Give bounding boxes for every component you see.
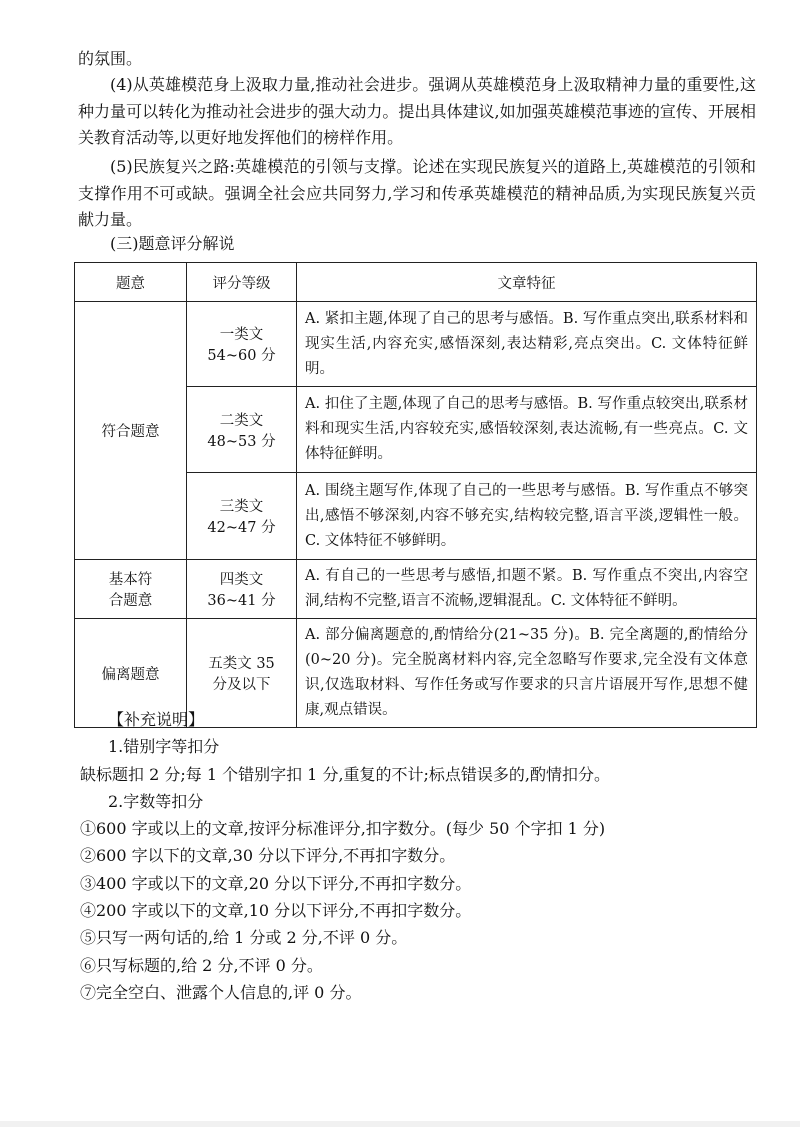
grade-name: 三类文 [219, 499, 264, 515]
grade-name: 二类文 [219, 412, 264, 429]
features-cell: A. 围绕主题写作,体现了自己的一些思考与感悟。B. 写作重点不够突出,感悟不够深刻,内容不够充实,结构较完整,语言平淡,逻辑性一般。C. 文体特征不够鲜明。 [297, 473, 757, 560]
list-item: ⑦完全空白、泄露个人信息的,评 0 分。 [80, 982, 362, 1002]
grade-name: 五类文 35 [208, 656, 275, 672]
table-header-row [75, 263, 757, 302]
group-off-topic: 偏离题意 [75, 619, 187, 728]
supplement-title: 【补充说明】 [108, 710, 205, 729]
list-item: ②600 字以下的文章,30 分以下评分,不再扣字数分。 [80, 846, 456, 866]
scoring-rubric-table [74, 262, 757, 728]
grade-cell [187, 302, 297, 387]
group-label-line: 合题意 [108, 593, 153, 609]
list-item: ⑥只写标题的,给 2 分,不评 0 分。 [80, 955, 323, 975]
features-cell: A. 扣住了主题,体现了自己的思考与感悟。B. 写作重点较突出,联系材料和现实生活,内容较充实,感悟较深刻,表达流畅,有一些亮点。C. 文体特征鲜明。 [297, 387, 757, 473]
intro-fragment: 的氛围。 [78, 49, 143, 68]
grade-range: 42~47 分 [207, 520, 276, 536]
grade-name: 一类文 [219, 327, 264, 343]
header-grade: 评分等级 [187, 263, 297, 302]
features-cell: A. 部分偏离题意的,酌情给分(21~35 分)。B. 完全离题的,酌情给分(0~20 分)。完全脱离材料内容,完全忽略写作要求,完全没有文体意识,仅选取材料、写作任务或写作要求的只言片语展开写作,思想不健康,观点错误。 [297, 619, 757, 728]
grade-range: 36~41 分 [207, 593, 276, 609]
grade-range: 48~53 分 [207, 433, 276, 450]
group-label-line: 基本符 [108, 572, 153, 588]
scan-edge-shadow [0, 1121, 800, 1127]
table-row [75, 560, 757, 619]
grade-cell [187, 560, 297, 619]
typo-deduction-heading: 1.错别字等扣分 [108, 737, 220, 757]
features-cell: A. 有自己的一些思考与感悟,扣题不紧。B. 写作重点不突出,内容空洞,结构不完整,语言不流畅,逻辑混乱。C. 文体特征不鲜明。 [297, 560, 757, 619]
section-title: (三)题意评分解说 [110, 234, 235, 253]
grade-range: 分及以下 [212, 677, 271, 693]
point-4-paragraph: (4)从英雄模范身上汲取力量,推动社会进步。强调从英雄模范身上汲取精神力量的重要性,这种力量可以转化为推动社会进步的强大动力。提出具体建议,如加强英雄模范事迹的宣传、开展相关教育活动等,以更好地发挥他们的榜样作用。 [78, 75, 756, 147]
grade-cell [187, 473, 297, 560]
group-on-topic: 符合题意 [75, 302, 187, 560]
group-basically-on-topic [75, 560, 187, 619]
header-features: 文章特征 [297, 263, 757, 302]
list-item: ③400 字或以下的文章,20 分以下评分,不再扣字数分。 [80, 873, 472, 893]
grade-range: 54~60 分 [207, 348, 276, 364]
list-item: ⑤只写一两句话的,给 1 分或 2 分,不评 0 分。 [80, 928, 408, 948]
grade-cell [187, 387, 297, 473]
table-row [75, 302, 757, 387]
supplementary-notes [80, 706, 758, 1006]
list-item: ④200 字或以下的文章,10 分以下评分,不再扣字数分。 [80, 901, 472, 921]
features-cell: A. 紧扣主题,体现了自己的思考与感悟。B. 写作重点突出,联系材料和现实生活,内容充实,感悟深刻,表达精彩,亮点突出。C. 文体特征鲜明。 [297, 302, 757, 387]
list-item: ①600 字或以上的文章,按评分标准评分,扣字数分。(每少 50 个字扣 1 分) [80, 819, 606, 839]
typo-deduction-text: 缺标题扣 2 分;每 1 个错别字扣 1 分,重复的不计;标点错误多的,酌情扣分。 [80, 764, 611, 784]
header-topic: 题意 [75, 263, 187, 302]
grade-name: 四类文 [219, 572, 264, 588]
word-count-heading: 2.字数等扣分 [108, 791, 204, 811]
point-5-paragraph: (5)民族复兴之路:英雄模范的引领与支撑。论述在实现民族复兴的道路上,英雄模范的引领和支撑作用不可或缺。强调全社会应共同努力,学习和传承英雄模范的精神品质,为实现民族复兴贡献力量。 [78, 157, 756, 229]
